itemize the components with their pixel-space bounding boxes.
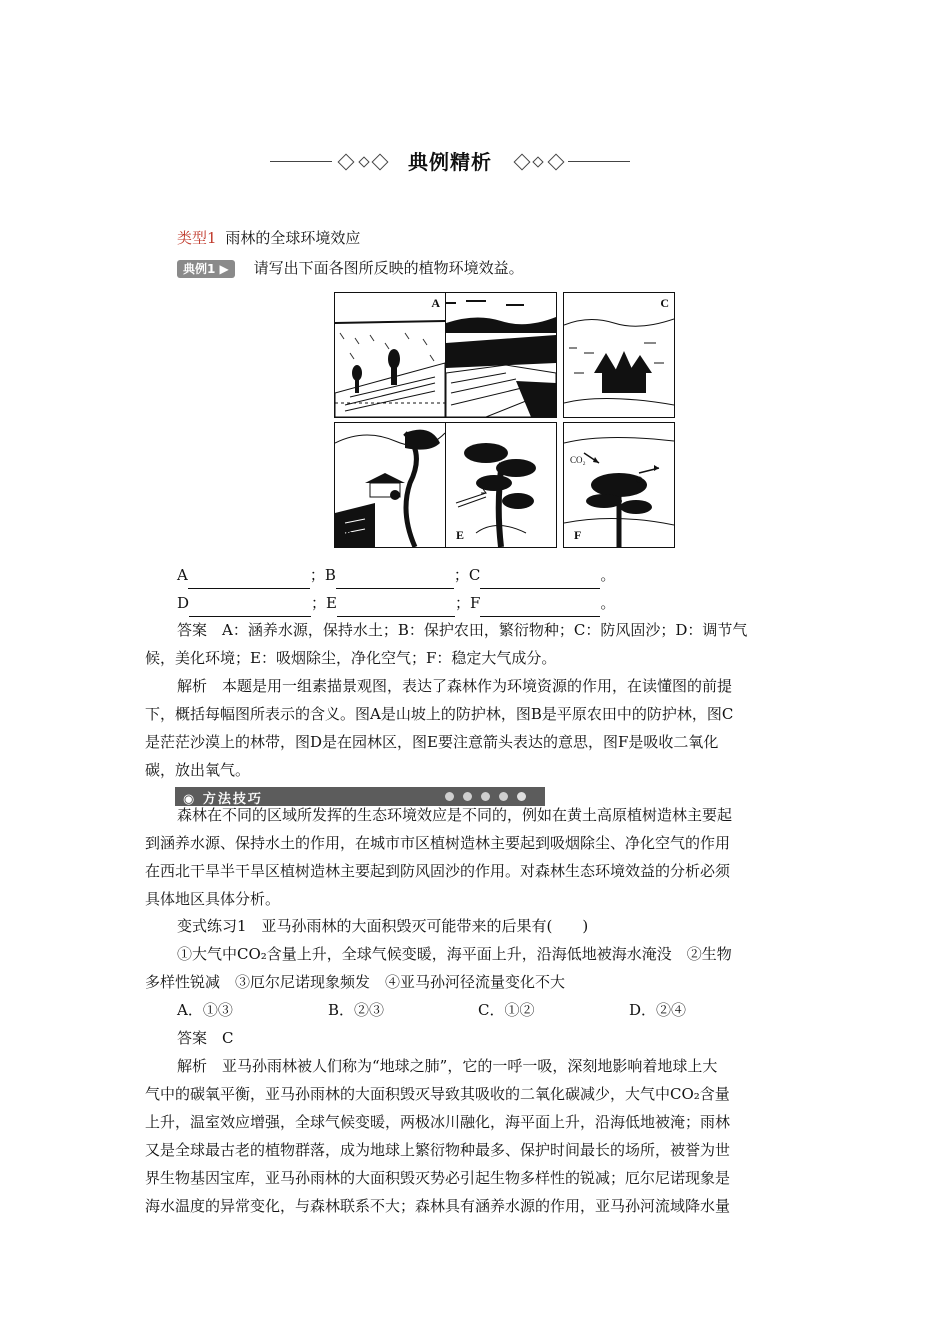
blank-label-b: ；B bbox=[309, 566, 336, 584]
analysis-1-line-4: 碳，放出氧气。 bbox=[145, 761, 251, 779]
ornament-dot-icon bbox=[532, 156, 543, 167]
exercise-title: 变式练习1 亚马孙雨林的大面积毁灭可能带来的后果有( ) bbox=[177, 917, 589, 935]
panel-c-desert-belt bbox=[563, 292, 675, 418]
analysis-2-line-1: 解析 亚马孙雨林被人们称为“地球之肺”，它的一呼一吸，深刻地影响着地球上大 bbox=[177, 1057, 718, 1075]
play-icon: ▶ bbox=[219, 262, 229, 276]
blank-label-e: ；E bbox=[311, 594, 337, 612]
slope-forest-sketch bbox=[335, 293, 445, 417]
example-line bbox=[177, 254, 524, 282]
blank-a[interactable] bbox=[188, 572, 310, 589]
panel-label: B bbox=[542, 296, 551, 310]
analysis-2-line-2: 气中的碳氧平衡，亚马孙雨林的大面积毁灭导致其吸收的二氧化碳减少，大气中CO₂含量 bbox=[145, 1085, 730, 1103]
section-title: 典例精析 bbox=[408, 150, 492, 174]
decor-dot-icon bbox=[517, 792, 526, 801]
blank-label-a: A bbox=[177, 566, 188, 584]
blanks-row-2 bbox=[177, 589, 615, 617]
blank-f[interactable] bbox=[480, 600, 600, 617]
decor-dot-icon bbox=[445, 792, 454, 801]
panel-b-farmland bbox=[445, 292, 557, 418]
method-tips-label: ◉ 方法技巧 bbox=[183, 792, 263, 807]
ornament-diamond-icon bbox=[338, 154, 355, 171]
ornament-diamond-icon bbox=[548, 154, 565, 171]
analysis-2-line-5: 界生物基因宝库，亚马孙雨林的大面积毁灭势必引起生物多样性的锐减；厄尔尼诺现象是 bbox=[145, 1169, 731, 1187]
panel-label: F bbox=[574, 528, 582, 542]
analysis-2-line-3: 上升，温室效应增强，全球气候变暖，两极冰川融化，海平面上升，沿海低地被淹；雨林 bbox=[145, 1113, 731, 1131]
tips-line-1: 森林在不同的区域所发挥的生态环境效应是不同的，例如在黄土高原植树造林主要起 bbox=[177, 806, 733, 824]
panel-label: E bbox=[456, 528, 465, 542]
panel-f-co2-o2 bbox=[563, 422, 675, 548]
analysis-1-line-3: 是茫茫沙漠上的林带，图D是在园林区，图E要注意箭头表达的意思，图F是吸收二氧化 bbox=[145, 733, 719, 751]
decor-dot-icon bbox=[499, 792, 508, 801]
period: 。 bbox=[600, 566, 616, 584]
choice-a[interactable]: A．①③ bbox=[177, 1001, 233, 1019]
example-badge: 典例1 ▶ bbox=[177, 260, 235, 278]
o2-label: O₂ bbox=[636, 475, 646, 485]
choice-d[interactable]: D．②④ bbox=[629, 1001, 687, 1019]
ornament-diamond-icon bbox=[514, 154, 531, 171]
blank-label-f: ；F bbox=[454, 594, 481, 612]
analysis-1-line-2: 下，概括每幅图所表示的含义。图A是山坡上的防护林，图B是平原农田中的防护林，图C bbox=[145, 705, 734, 723]
divider-line-right bbox=[568, 161, 630, 162]
tips-line-4: 具体地区具体分析。 bbox=[145, 890, 281, 908]
analysis-2-line-6: 海水温度的异常变化，与森林联系不大；森林具有涵养水源的作用，亚马孙河流域降水量 bbox=[145, 1197, 731, 1215]
panel-d-garden bbox=[334, 422, 446, 548]
decor-dot-icon bbox=[481, 792, 490, 801]
panel-label: A bbox=[431, 296, 440, 310]
panel-label: C bbox=[660, 296, 669, 310]
blank-label-d: D bbox=[177, 594, 190, 612]
answer-1-line-2: 候，美化环境；E：吸烟除尘，净化空气；F：稳定大气成分。 bbox=[145, 649, 557, 667]
blank-label-c: ；C bbox=[453, 566, 481, 584]
type-heading bbox=[177, 224, 360, 252]
panel-a-slope-forest bbox=[334, 292, 446, 418]
panel-label: D bbox=[345, 528, 354, 542]
exercise-options-line-1: ①大气中CO₂含量上升，全球气候变暖，海平面上升，沿海低地被海水淹没 ②生物 bbox=[177, 945, 732, 963]
tips-line-3: 在西北干旱半干旱区植树造林主要起到防风固沙的作用。对森林生态环境效益的分析必须 bbox=[145, 862, 731, 880]
farmland-sketch bbox=[446, 293, 556, 417]
blank-d[interactable] bbox=[189, 600, 311, 617]
choice-c[interactable]: C．①② bbox=[478, 1001, 535, 1019]
co2-label: CO₂ bbox=[570, 455, 586, 465]
type-label: 类型1 bbox=[177, 229, 217, 247]
period: 。 bbox=[600, 594, 616, 612]
desert-belt-sketch bbox=[564, 293, 674, 417]
analysis-1-line-1: 解析 本题是用一组素描景观图，表达了森林作为环境资源的作用，在读懂图的前提 bbox=[177, 677, 733, 695]
section-title-banner bbox=[270, 146, 630, 178]
tips-line-2: 到涵养水源、保持水土的作用，在城市市区植树造林主要起到吸烟除尘、净化空气的作用 bbox=[145, 834, 731, 852]
decor-dot-icon bbox=[463, 792, 472, 801]
exercise-options-line-2: 多样性锐减 ③厄尔尼诺现象频发 ④亚马孙河径流量变化不大 bbox=[145, 973, 566, 991]
ornament-dot-icon bbox=[358, 156, 369, 167]
exercise-answer: 答案 C bbox=[177, 1029, 234, 1047]
ornament-diamond-icon bbox=[372, 154, 389, 171]
blank-e[interactable] bbox=[337, 600, 455, 617]
choice-b[interactable]: B．②③ bbox=[328, 1001, 385, 1019]
panel-e-pine-tree bbox=[445, 422, 557, 548]
answer-1-line-1: 答案 A：涵养水源，保持水土；B：保护农田，繁衍物种；C：防风固沙；D：调节气 bbox=[177, 621, 748, 639]
blanks-row-1 bbox=[177, 561, 615, 589]
blank-b[interactable] bbox=[336, 572, 454, 589]
divider-line-left bbox=[270, 161, 332, 162]
question-text: 请写出下面各图所反映的植物环境效益。 bbox=[253, 259, 524, 277]
analysis-2-line-4: 又是全球最古老的植物群落，成为地球上繁衍物种最多、保护时间最长的场所，被誉为世 bbox=[145, 1141, 731, 1159]
type-title: 雨林的全球环境效应 bbox=[225, 229, 361, 247]
blank-c[interactable] bbox=[480, 572, 600, 589]
